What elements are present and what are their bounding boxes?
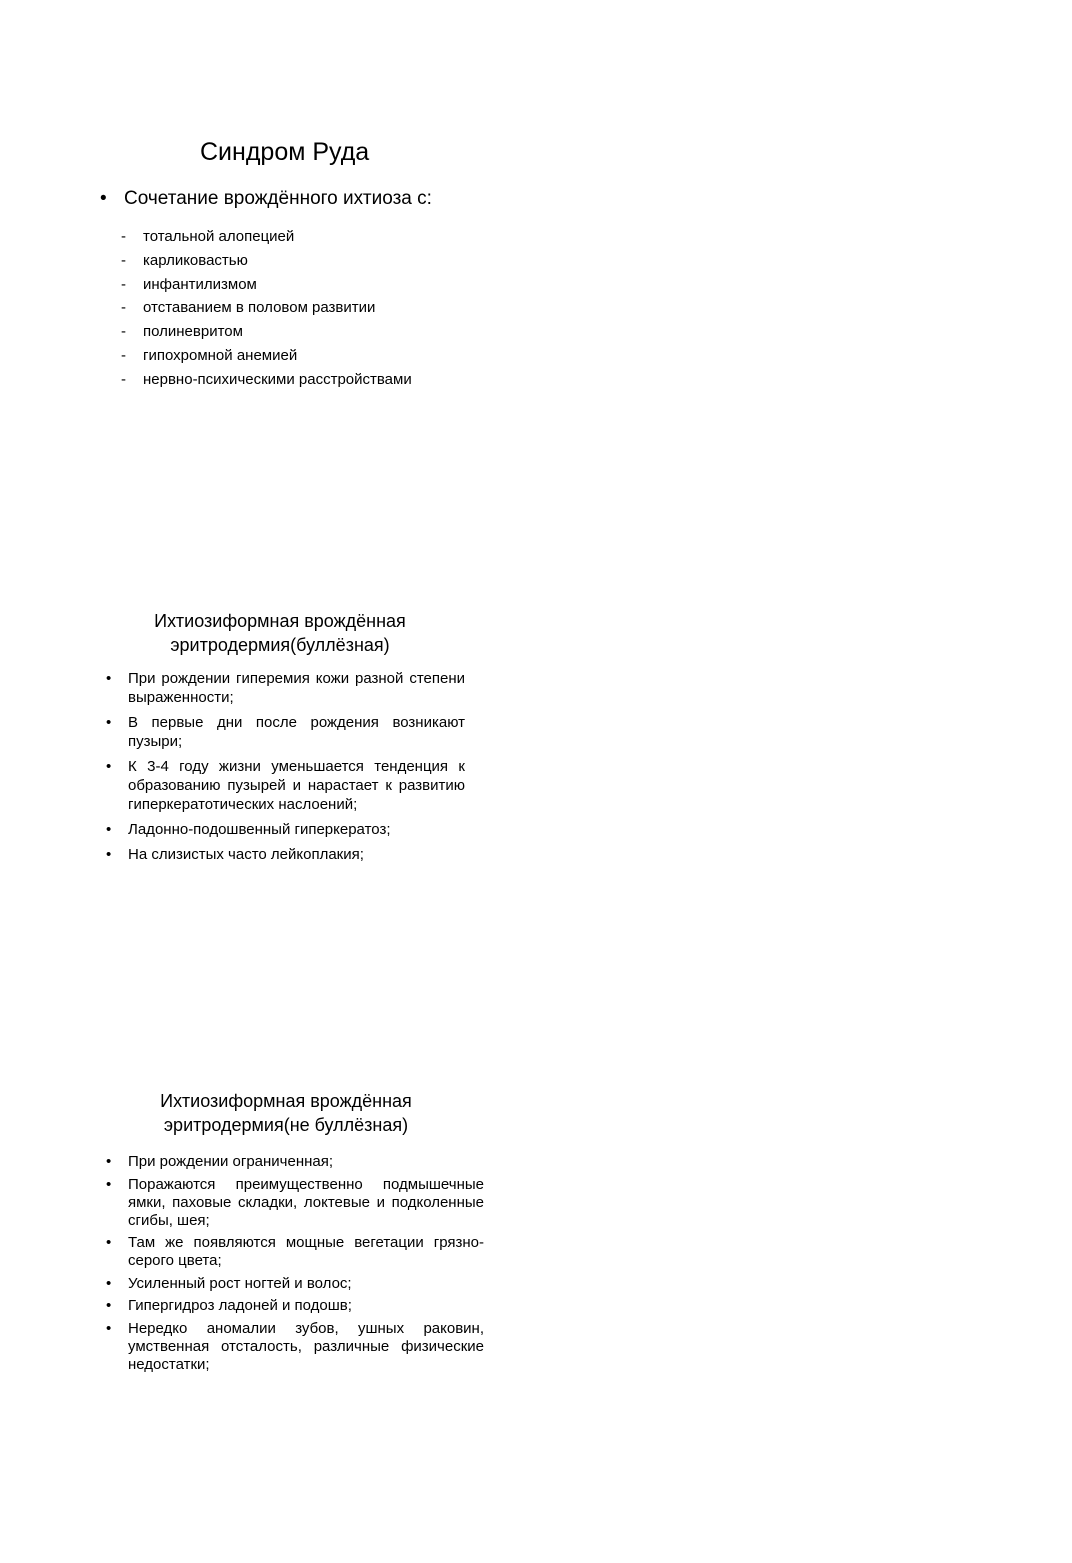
bullet-mark: • xyxy=(106,758,112,775)
bullet-mark: • xyxy=(106,821,112,838)
list-item xyxy=(106,1320,484,1374)
slide-bullous-erythroderma xyxy=(0,600,1072,900)
list-item-text: При рождении гиперемия кожи разной степени выраженности; xyxy=(128,670,465,706)
list-item-text: инфантилизмом xyxy=(143,275,257,293)
title-line-2: эритродермия(не буллёзная) xyxy=(163,1115,409,1135)
bullet-mark: • xyxy=(106,1297,112,1314)
slide-ruud-syndrome xyxy=(0,0,1072,420)
list-item xyxy=(106,1153,484,1171)
dash-mark: - xyxy=(121,370,126,388)
list-item-text: отставанием в половом развитии xyxy=(143,299,376,317)
bullet-mark: • xyxy=(106,714,112,731)
slide-title: Синдром Руда xyxy=(200,138,370,166)
slide-title xyxy=(130,609,430,657)
list-item-text: При рождении ограниченная; xyxy=(128,1153,334,1170)
list-item-text: Нередко аномалии зубов, ушных раковин, умственная отсталость, различные физические недостатки; xyxy=(128,1319,484,1373)
list-item-text: Там же появляются мощные вегетации грязно-серого цвета; xyxy=(128,1234,484,1269)
bullet-mark: • xyxy=(106,1153,112,1170)
list-item xyxy=(121,296,412,320)
list-item xyxy=(106,1234,484,1270)
bullet-mark: • xyxy=(106,846,112,863)
list-item xyxy=(106,1275,484,1293)
list-item xyxy=(121,320,412,344)
list-item xyxy=(106,1297,484,1315)
bullet-mark: • xyxy=(106,1274,112,1292)
list-item-text: В первые дни после рождения возникают пузыри; xyxy=(128,714,465,750)
list-item xyxy=(106,757,465,814)
dash-mark: - xyxy=(121,228,126,245)
list-item-text: Усиленный рост ногтей и волос; xyxy=(128,1274,352,1292)
list-item-text: К 3-4 году жизни уменьшается тенденция к образованию пузырей и нарастает к развитию гиперкератотических наслоений; xyxy=(128,758,465,813)
title-line-2: эритродермия(буллёзная) xyxy=(170,635,390,655)
bullet-list xyxy=(106,1153,484,1378)
list-item xyxy=(106,669,465,707)
list-item xyxy=(121,273,412,297)
list-item-text: полиневритом xyxy=(143,323,243,341)
list-item xyxy=(121,368,412,392)
title-line-1: Ихтиозиформная врождённая xyxy=(160,1091,412,1111)
sub-list xyxy=(121,225,412,392)
list-item xyxy=(121,225,412,249)
list-item-text: тотальной алопецией xyxy=(143,228,295,245)
dash-mark: - xyxy=(121,346,126,364)
bullet-mark: • xyxy=(100,188,107,209)
dash-mark: - xyxy=(121,275,126,293)
list-item-text: На слизистых часто лейкоплакия; xyxy=(128,846,364,863)
dash-mark: - xyxy=(121,299,126,317)
title-line-1: Ихтиозиформная врождённая xyxy=(154,611,406,631)
list-item xyxy=(121,249,412,273)
bullet-mark: • xyxy=(106,1175,112,1193)
list-item xyxy=(106,820,465,839)
main-bullet xyxy=(100,187,432,211)
dash-mark: - xyxy=(121,323,126,341)
list-item xyxy=(121,344,412,368)
list-item-text: гипохромной анемией xyxy=(143,346,298,364)
list-item-text: нервно-психическими расстройствами xyxy=(143,370,412,388)
main-bullet-text: Сочетание врождённого ихтиоза с: xyxy=(124,188,432,209)
slide-title xyxy=(136,1089,436,1137)
list-item-text: Гипергидроз ладоней и подошв; xyxy=(128,1297,352,1314)
list-item-text: Поражаются преимущественно подмышечные ямки, паховые складки, локтевые и подколенные сгибы, шея; xyxy=(128,1175,484,1229)
bullet-mark: • xyxy=(106,1234,112,1251)
list-item xyxy=(106,1176,484,1230)
list-item xyxy=(106,713,465,751)
bullet-mark: • xyxy=(106,1319,112,1337)
bullet-mark: • xyxy=(106,670,112,687)
list-item xyxy=(106,845,465,864)
dash-mark: - xyxy=(121,251,126,269)
list-item-text: Ладонно-подошвенный гиперкератоз; xyxy=(128,821,391,838)
bullet-list xyxy=(106,669,465,870)
slide-nonbullous-erythroderma xyxy=(0,1080,1072,1400)
list-item-text: карликовастью xyxy=(143,251,248,269)
